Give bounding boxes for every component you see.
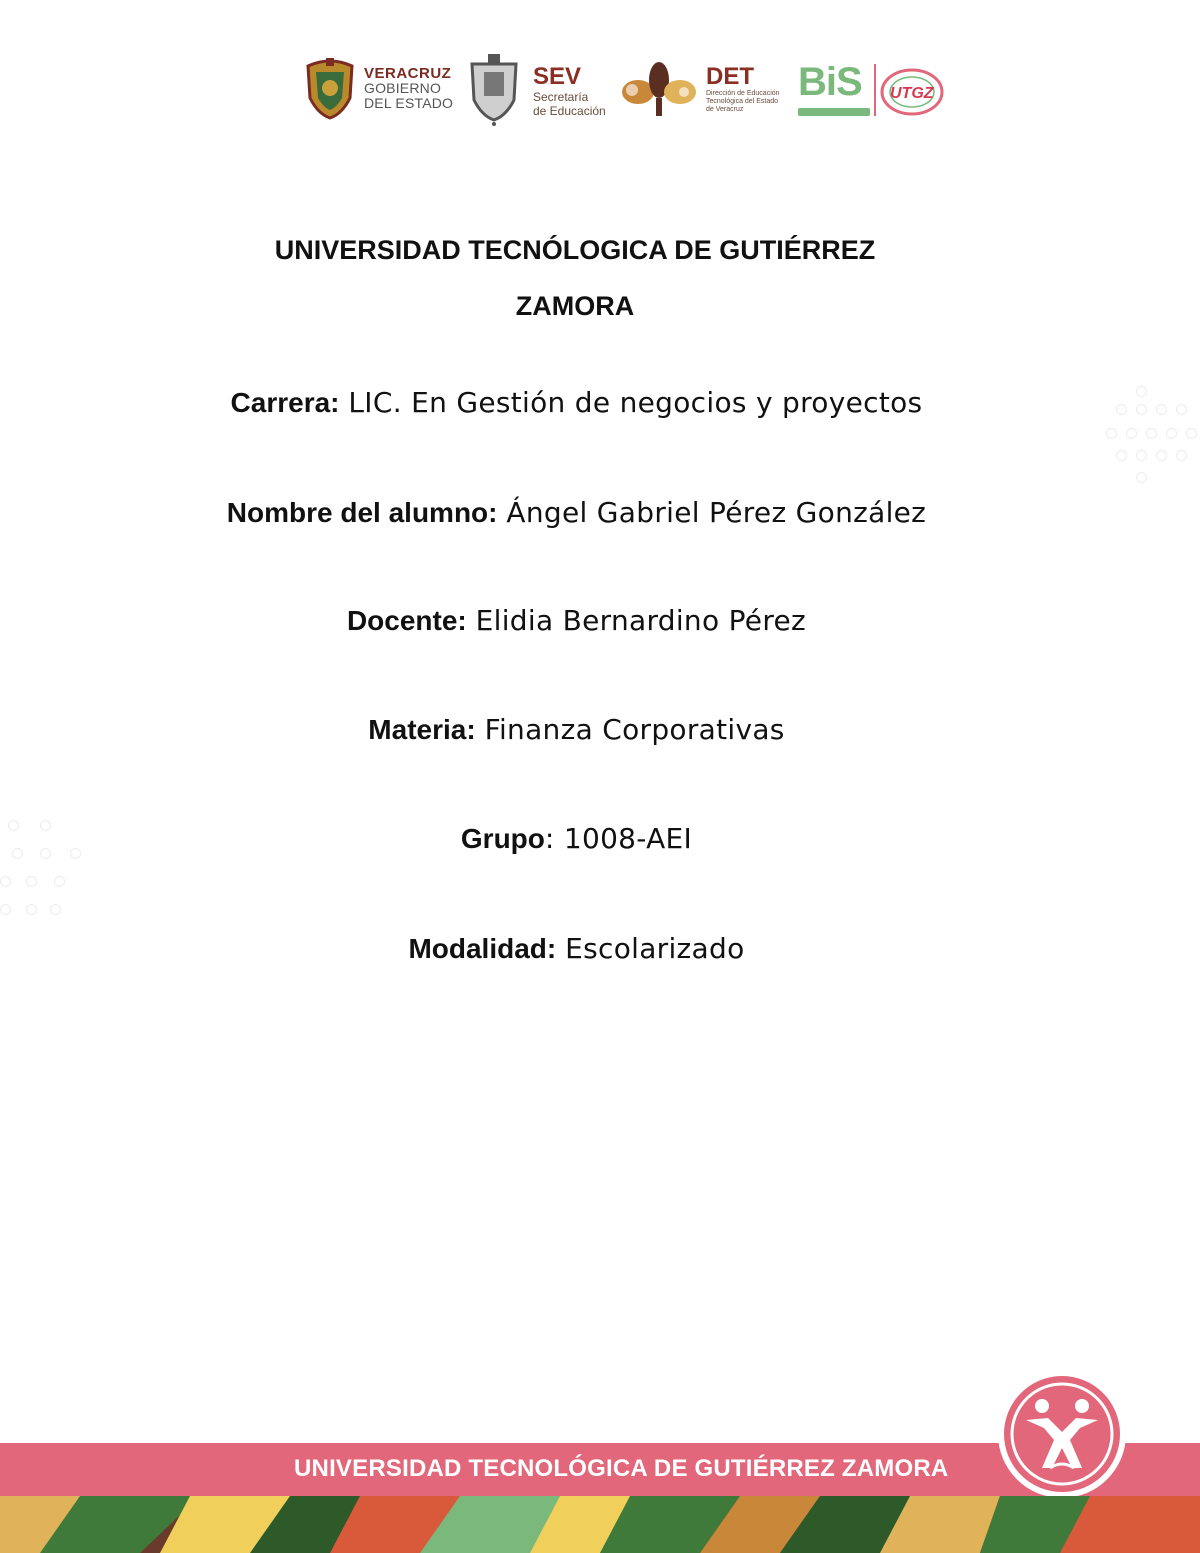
- bis-logo-underline: [798, 108, 870, 116]
- field-value: Escolarizado: [565, 932, 745, 965]
- footer-decorative-artwork: [0, 1496, 1200, 1553]
- university-emblem-icon: [996, 1368, 1128, 1500]
- title-line-1: UNIVERSIDAD TECNÓLOGICA DE GUTIÉRREZ: [274, 235, 876, 265]
- decorative-dots-left: [0, 814, 90, 918]
- field-nombre-alumno: [0, 496, 1153, 529]
- veracruz-line-3: DEL ESTADO: [364, 95, 454, 111]
- title-line-2: ZAMORA: [515, 291, 635, 321]
- field-label: Nombre del alumno:: [226, 497, 498, 528]
- document-title: [0, 222, 1150, 334]
- sev-shield-icon: [466, 54, 522, 126]
- det-line-1: Dirección de Educación: [706, 90, 780, 97]
- veracruz-logo-text: [364, 66, 453, 111]
- field-value: LIC. En Gestión de negocios y proyectos: [348, 386, 923, 419]
- field-label: Docente:: [346, 605, 467, 636]
- bis-logo: BiS: [798, 60, 862, 104]
- sev-line-2: de Educación: [533, 104, 606, 118]
- det-line-2: Tecnológica del Estado: [706, 98, 778, 105]
- field-label: Grupo: [460, 823, 545, 854]
- field-grupo: [0, 822, 1153, 855]
- det-logo-text: [706, 64, 780, 114]
- veracruz-line-2: GOBIERNO: [364, 80, 442, 96]
- det-line-3: de Veracruz: [706, 106, 744, 113]
- utgz-logo-text: UTGZ: [890, 85, 934, 102]
- field-value: : 1008-AEI: [544, 822, 693, 855]
- field-modalidad: [0, 932, 1153, 965]
- veracruz-line-1: VERACRUZ: [364, 65, 452, 82]
- header-logos: [0, 52, 1200, 132]
- field-label: Modalidad:: [408, 933, 557, 964]
- utgz-logo-icon: [880, 66, 944, 118]
- logo-divider: [874, 64, 876, 116]
- footer-university-name: UNIVERSIDAD TECNOLÓGICA DE GUTIÉRREZ ZAMORA: [294, 1455, 949, 1482]
- field-value: Ángel Gabriel Pérez González: [506, 496, 927, 529]
- field-value: Finanza Corporativas: [484, 713, 785, 746]
- sev-logo-text: [533, 64, 606, 118]
- field-docente: [0, 604, 1153, 637]
- field-label: Materia:: [368, 714, 476, 745]
- sev-title: SEV: [533, 63, 582, 90]
- field-materia: [0, 713, 1153, 746]
- sev-line-1: Secretaría: [533, 90, 589, 104]
- field-value: Elidia Bernardino Pérez: [475, 604, 807, 637]
- field-carrera: [0, 386, 1153, 419]
- det-title: DET: [706, 63, 754, 90]
- field-label: Carrera:: [230, 387, 340, 418]
- veracruz-shield-icon: [302, 58, 358, 120]
- det-emblem-icon: [618, 58, 700, 118]
- decorative-dots-right: [1106, 386, 1200, 486]
